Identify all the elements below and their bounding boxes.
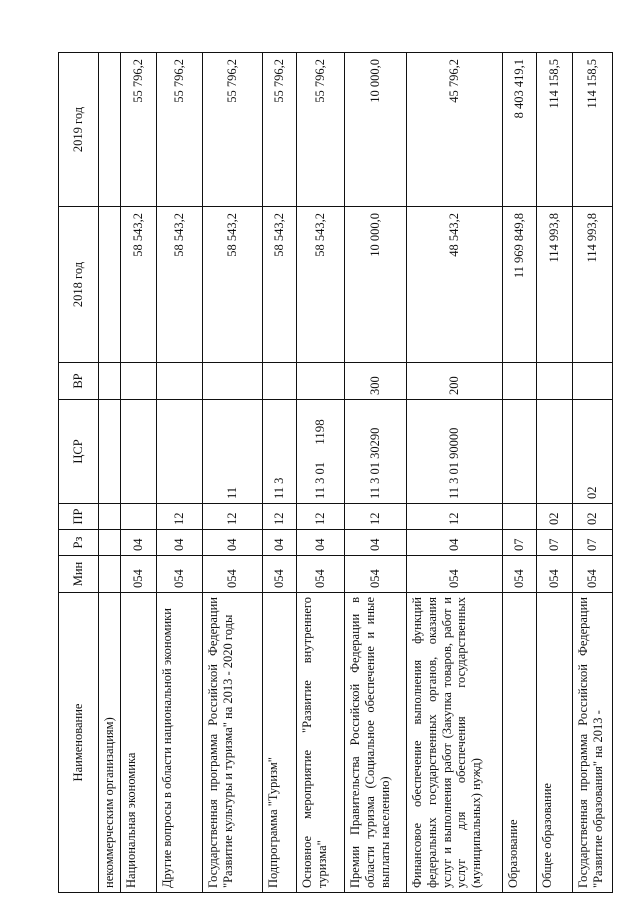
row-2019: 55 796,2 <box>121 53 157 207</box>
row-name: Общее образование <box>537 593 573 893</box>
row-name: Государственная программа Российской Федерации "Развитие культуры и туризма" на 2013 - 2020 годы <box>203 593 263 893</box>
row-rz: 04 <box>263 530 297 556</box>
row-min: 054 <box>297 556 345 593</box>
header-rz: Рз <box>59 530 99 556</box>
row-name: некоммерческим организациям) <box>99 593 121 893</box>
header-csr: ЦСР <box>59 400 99 504</box>
page-number: 1198 <box>312 419 327 445</box>
header-2018: 2018 год <box>59 207 99 363</box>
row-2018: 58 543,2 <box>157 207 203 363</box>
row-min <box>99 556 121 593</box>
row-2018: 11 969 849,8 <box>503 207 537 363</box>
row-name: Подпрограмма "Туризм" <box>263 593 297 893</box>
header-min: Мин <box>59 556 99 593</box>
row-csr: 11 3 <box>263 400 297 504</box>
row-csr <box>99 400 121 504</box>
row-rz: 07 <box>537 530 573 556</box>
table-row <box>121 53 157 893</box>
row-pr: 12 <box>407 504 503 530</box>
row-min: 054 <box>263 556 297 593</box>
row-min: 054 <box>157 556 203 593</box>
row-min: 054 <box>121 556 157 593</box>
row-csr: 02 <box>573 400 613 504</box>
table-row <box>503 53 537 893</box>
row-2019: 55 796,2 <box>263 53 297 207</box>
row-pr: 12 <box>157 504 203 530</box>
row-vr: 200 <box>407 363 503 400</box>
row-min: 054 <box>537 556 573 593</box>
row-name: Национальная экономика <box>121 593 157 893</box>
row-rz: 04 <box>121 530 157 556</box>
row-2019: 55 796,2 <box>157 53 203 207</box>
row-2018: 58 543,2 <box>203 207 263 363</box>
row-pr <box>503 504 537 530</box>
row-rz: 04 <box>297 530 345 556</box>
row-2018: 58 543,2 <box>263 207 297 363</box>
row-vr: 300 <box>345 363 407 400</box>
row-vr <box>573 363 613 400</box>
row-2019: 55 796,2 <box>297 53 345 207</box>
row-min: 054 <box>345 556 407 593</box>
row-2018: 48 543,2 <box>407 207 503 363</box>
row-2019: 8 403 419,1 <box>503 53 537 207</box>
table-row <box>157 53 203 893</box>
row-2019: 45 796,2 <box>407 53 503 207</box>
row-pr: 12 <box>297 504 345 530</box>
table-row <box>99 53 121 893</box>
header-vr: ВР <box>59 363 99 400</box>
row-vr <box>121 363 157 400</box>
row-name: Основное мероприятие "Развитие внутреннего туризма" <box>297 593 345 893</box>
row-pr <box>99 504 121 530</box>
row-name: Премии Правительства Российской Федерации в области туризма (Социальное обеспечение и иные выплаты населению) <box>345 593 407 893</box>
table-row <box>345 53 407 893</box>
row-2018: 114 993,8 <box>573 207 613 363</box>
row-vr <box>203 363 263 400</box>
row-min: 054 <box>573 556 613 593</box>
row-rz <box>99 530 121 556</box>
row-csr <box>121 400 157 504</box>
row-name: Другие вопросы в области национальной экономики <box>157 593 203 893</box>
row-2018 <box>99 207 121 363</box>
row-rz: 04 <box>407 530 503 556</box>
row-min: 054 <box>203 556 263 593</box>
header-2019: 2019 год <box>59 53 99 207</box>
header-name: Наименование <box>59 593 99 893</box>
header-pr: ПР <box>59 504 99 530</box>
row-rz: 04 <box>345 530 407 556</box>
table-row <box>263 53 297 893</box>
header-row <box>59 53 99 893</box>
row-csr <box>537 400 573 504</box>
row-pr: 02 <box>537 504 573 530</box>
row-rz: 04 <box>203 530 263 556</box>
row-vr <box>297 363 345 400</box>
row-vr <box>503 363 537 400</box>
row-2019 <box>99 53 121 207</box>
row-csr <box>157 400 203 504</box>
row-csr: 11 3 01 <box>297 400 345 504</box>
row-csr <box>503 400 537 504</box>
row-pr <box>121 504 157 530</box>
row-csr: 11 3 01 90000 <box>407 400 503 504</box>
row-pr: 12 <box>263 504 297 530</box>
table-row <box>573 53 613 893</box>
row-pr: 12 <box>345 504 407 530</box>
row-2018: 114 993,8 <box>537 207 573 363</box>
row-min: 054 <box>503 556 537 593</box>
row-csr: 11 <box>203 400 263 504</box>
row-rz: 07 <box>573 530 613 556</box>
row-rz: 07 <box>503 530 537 556</box>
row-min: 054 <box>407 556 503 593</box>
table-row <box>537 53 573 893</box>
row-pr: 02 <box>573 504 613 530</box>
row-name: Образование <box>503 593 537 893</box>
table-row <box>297 53 345 893</box>
row-2018: 58 543,2 <box>297 207 345 363</box>
row-2019: 114 158,5 <box>537 53 573 207</box>
row-vr <box>157 363 203 400</box>
row-vr <box>99 363 121 400</box>
row-2019: 55 796,2 <box>203 53 263 207</box>
row-csr: 11 3 01 30290 <box>345 400 407 504</box>
row-vr <box>537 363 573 400</box>
table-row <box>407 53 503 893</box>
row-name: Финансовое обеспечение выполнения функций федеральных государственных органов, оказания услуг и выполнения работ (Закупка товаров, работ и услуг для обеспечения государственных (муниципальных) нужд) <box>407 593 503 893</box>
row-2018: 10 000,0 <box>345 207 407 363</box>
rotated-table-container <box>58 53 606 893</box>
row-vr <box>263 363 297 400</box>
row-pr: 12 <box>203 504 263 530</box>
table-row <box>203 53 263 893</box>
row-rz: 04 <box>157 530 203 556</box>
row-name: Государственная программа Российской Федерации "Развитие образования" на 2013 - <box>573 593 613 893</box>
row-2018: 58 543,2 <box>121 207 157 363</box>
row-2019: 114 158,5 <box>573 53 613 207</box>
budget-table <box>58 52 613 893</box>
row-2019: 10 000,0 <box>345 53 407 207</box>
